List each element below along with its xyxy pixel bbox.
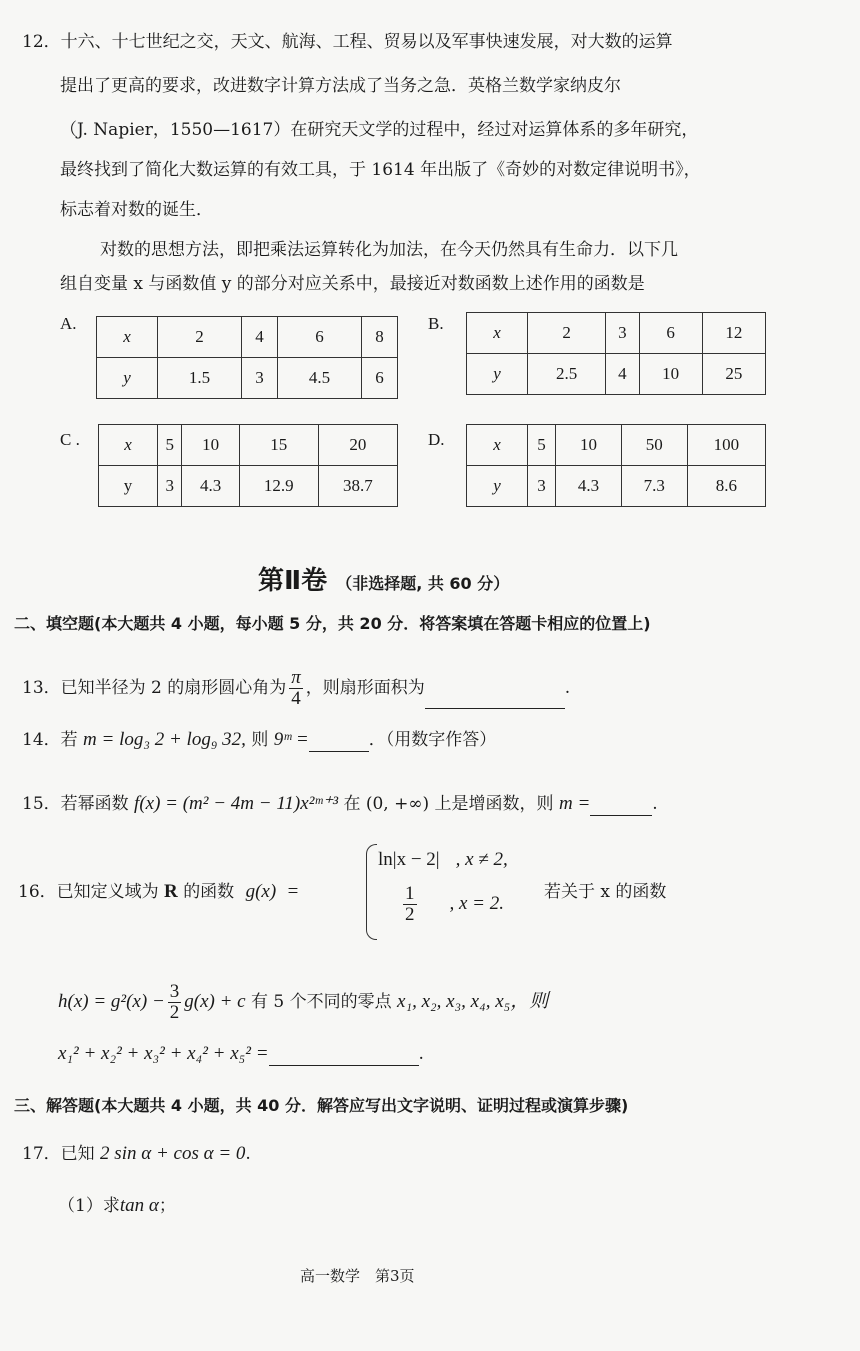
q16-h-function bbox=[58, 982, 548, 1023]
q17-part-1-expr: tan α bbox=[119, 1195, 159, 1216]
table-cell: 10 bbox=[639, 354, 702, 395]
q16-case-2-numerator: 1 bbox=[405, 883, 415, 904]
q16-sum-expr: x₁² + x₂² + x₃² + x₄² + x₅² = bbox=[58, 1043, 269, 1064]
option-d-table bbox=[466, 424, 766, 507]
solution-heading: 三、解答题(本大题共 4 小题，共 40 分．解答应写出文字说明、证明过程或演算步骤) bbox=[14, 1096, 629, 1115]
q16-h-text: 有 5 个不同的零点 bbox=[251, 992, 392, 1012]
q17-end: . bbox=[245, 1144, 251, 1164]
q13-text: 13．已知半径为 2 的扇形圆心角为 bbox=[22, 678, 287, 698]
table-cell: 4.5 bbox=[277, 358, 361, 399]
table-cell: 3 bbox=[606, 313, 639, 354]
option-c-table bbox=[98, 424, 398, 507]
table-row bbox=[467, 425, 766, 466]
table-cell: 6 bbox=[639, 313, 702, 354]
fill-in-heading: 二、填空题(本大题共 4 小题，每小题 5 分，共 20 分．将答案填在答题卡相应的位置上) bbox=[14, 614, 651, 633]
q16-zeros: x₁, x₂, x₃, x₄, x₅，则 bbox=[397, 991, 549, 1012]
option-a-table bbox=[96, 316, 398, 399]
q17-expression: 2 sin α + cos α = 0 bbox=[100, 1143, 246, 1164]
q13-numerator: π bbox=[291, 667, 301, 688]
q17-text: 17．已知 bbox=[22, 1144, 95, 1164]
table-cell: 4.3 bbox=[556, 466, 622, 507]
question-13 bbox=[22, 668, 570, 709]
table-cell: 15 bbox=[239, 425, 318, 466]
q16-h-numerator: 3 bbox=[169, 981, 180, 1002]
table-cell: 50 bbox=[621, 425, 687, 466]
q12-line-2: 提出了更高的要求，改进数字计算方法成了当务之急．英格兰数学家纳皮尔 bbox=[60, 76, 621, 96]
q15-text: 15．若幂函数 bbox=[22, 794, 129, 814]
table-row bbox=[97, 317, 398, 358]
q13-text-2: ，则扇形面积为 bbox=[305, 678, 425, 698]
table-row bbox=[99, 425, 398, 466]
table-row bbox=[467, 313, 766, 354]
q16-end: . bbox=[418, 1044, 424, 1064]
q15-text-2: 在 (0, +∞) 上是增函数，则 bbox=[343, 794, 554, 814]
table-cell: y bbox=[467, 354, 528, 395]
q14-expression: m = log₃ 2 + log₉ 32, bbox=[83, 729, 246, 750]
question-16 bbox=[18, 880, 298, 904]
table-cell: 2 bbox=[528, 313, 606, 354]
q16-case-1 bbox=[378, 848, 508, 872]
table-cell: 3 bbox=[242, 358, 278, 399]
q12-line-1: 12．十六、十七世纪之交，天文、航海、工程、贸易以及军事快速发展，对大数的运算 bbox=[22, 32, 673, 52]
table-cell: 5 bbox=[158, 425, 182, 466]
q16-text-2: 的函数 bbox=[183, 882, 235, 902]
q12-line-3: （J. Napier，1550—1617）在研究天文学的过程中，经过对运算体系的多年研究， bbox=[60, 120, 699, 140]
table-cell: 20 bbox=[318, 425, 397, 466]
table-cell: x bbox=[97, 317, 158, 358]
q14-expression-2: 9ᵐ = bbox=[273, 729, 309, 750]
q16-h-expr-2: g(x) + c bbox=[184, 991, 246, 1012]
table-cell: 2.5 bbox=[528, 354, 606, 395]
table-cell: 12.9 bbox=[239, 466, 318, 507]
option-c-label: C . bbox=[60, 430, 80, 449]
q17-part-1-end: ； bbox=[158, 1196, 176, 1216]
answer-blank-15[interactable] bbox=[590, 797, 652, 816]
table-row bbox=[99, 466, 398, 507]
q17-part-1-text: （1）求 bbox=[58, 1196, 120, 1216]
q16-case-2-condition: , x = 2. bbox=[449, 892, 505, 914]
section-title bbox=[258, 560, 509, 597]
answer-blank-16[interactable] bbox=[269, 1047, 419, 1066]
q16-case-2 bbox=[400, 884, 504, 925]
q13-denominator: 4 bbox=[291, 688, 301, 709]
table-cell: 100 bbox=[687, 425, 765, 466]
question-17 bbox=[22, 1142, 251, 1166]
answer-blank-14[interactable] bbox=[309, 733, 369, 752]
table-cell: 5 bbox=[528, 425, 556, 466]
q12-line-6: 对数的思想方法，即把乘法运算转化为加法，在今天仍然具有生命力．以下几 bbox=[100, 240, 678, 260]
q13-end: . bbox=[564, 678, 571, 698]
table-row bbox=[467, 354, 766, 395]
q14-end: ．（用数字作答） bbox=[368, 730, 497, 750]
question-15 bbox=[22, 792, 658, 816]
table-row bbox=[467, 466, 766, 507]
table-cell: 12 bbox=[702, 313, 765, 354]
table-cell: 4 bbox=[606, 354, 639, 395]
option-b-table bbox=[466, 312, 766, 395]
table-cell: x bbox=[99, 425, 158, 466]
q14-text-2: 则 bbox=[251, 730, 269, 750]
q17-part-1 bbox=[58, 1194, 176, 1218]
table-cell: x bbox=[467, 313, 528, 354]
table-cell: 4 bbox=[242, 317, 278, 358]
table-cell: y bbox=[97, 358, 158, 399]
q16-real-set: R bbox=[164, 881, 178, 902]
table-cell: x bbox=[467, 425, 528, 466]
piecewise-brace bbox=[366, 844, 377, 940]
table-cell: y bbox=[99, 466, 158, 507]
q16-case-1-expr: ln|x − 2| bbox=[378, 849, 440, 870]
q16-g-function: g(x) bbox=[245, 881, 277, 902]
q15-expression: f(x) = (m² − 4m − 11)x²ᵐ⁺³ bbox=[134, 793, 339, 814]
table-cell: 8 bbox=[362, 317, 398, 358]
option-d-label: D. bbox=[428, 430, 445, 449]
q16-text: 16．已知定义域为 bbox=[18, 882, 159, 902]
page-footer: 高一数学 第3页 bbox=[300, 1267, 415, 1285]
q13-fraction bbox=[289, 668, 303, 709]
table-cell: 2 bbox=[158, 317, 242, 358]
table-cell: 6 bbox=[277, 317, 361, 358]
section-title-main: 第Ⅱ卷 bbox=[258, 566, 328, 596]
q12-line-5: 标志着对数的诞生． bbox=[60, 200, 213, 220]
table-cell: 7.3 bbox=[621, 466, 687, 507]
option-a-label: A. bbox=[60, 314, 77, 333]
q16-case-1-condition: , x ≠ 2, bbox=[455, 849, 508, 870]
table-cell: 25 bbox=[702, 354, 765, 395]
q15-expression-2: m = bbox=[558, 793, 591, 814]
q16-h-denominator: 2 bbox=[169, 1002, 180, 1023]
table-cell: 3 bbox=[528, 466, 556, 507]
q16-sum-line bbox=[58, 1042, 424, 1066]
q16-text-3: 若关于 x 的函数 bbox=[544, 882, 667, 902]
q16-case-2-denominator: 2 bbox=[405, 904, 415, 925]
q14-text: 14．若 bbox=[22, 730, 78, 750]
table-cell: 38.7 bbox=[318, 466, 397, 507]
table-cell: y bbox=[467, 466, 528, 507]
q15-end: . bbox=[652, 794, 658, 814]
q16-case-2-fraction bbox=[403, 884, 417, 925]
option-b-label: B. bbox=[428, 314, 444, 333]
q12-line-4: 最终找到了简化大数运算的有效工具，于 1614 年出版了《奇妙的对数定律说明书》， bbox=[60, 160, 701, 180]
q16-h-fraction bbox=[168, 982, 182, 1023]
table-cell: 1.5 bbox=[158, 358, 242, 399]
question-14 bbox=[22, 728, 496, 752]
table-cell: 10 bbox=[556, 425, 622, 466]
table-row bbox=[97, 358, 398, 399]
table-cell: 4.3 bbox=[182, 466, 239, 507]
q12-line-7: 组自变量 x 与函数值 y 的部分对应关系中，最接近对数函数上述作用的函数是 bbox=[60, 274, 645, 294]
answer-blank-13[interactable] bbox=[425, 690, 565, 709]
section-title-sub: （非选择题, 共 60 分） bbox=[336, 574, 510, 593]
table-cell: 8.6 bbox=[687, 466, 765, 507]
q16-equals: = bbox=[287, 881, 299, 902]
table-cell: 6 bbox=[362, 358, 398, 399]
q16-h-expr-1: h(x) = g²(x) − bbox=[58, 991, 165, 1012]
table-cell: 10 bbox=[182, 425, 239, 466]
table-cell: 3 bbox=[158, 466, 182, 507]
